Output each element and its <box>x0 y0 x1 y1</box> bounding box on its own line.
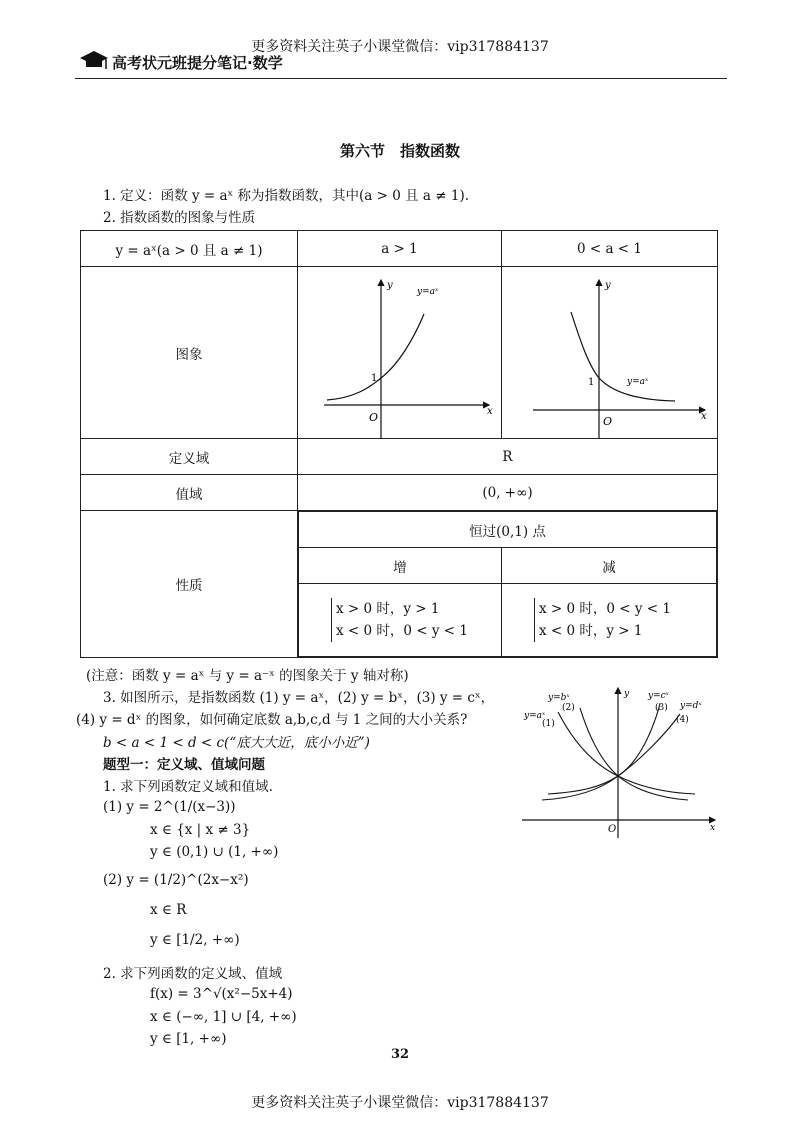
graph2-y-label: y <box>604 279 611 291</box>
ex2-range: y ∈ [1, +∞) <box>150 1031 227 1047</box>
increasing-properties <box>299 584 502 657</box>
label-3: (3) <box>655 703 668 713</box>
row-label-range: 值域 <box>81 475 298 511</box>
exercise1-title: 1. 求下列函数定义域和值域. <box>103 779 273 795</box>
domain-value: R <box>298 439 718 475</box>
ex1-part2-range: y ∈ [1/2, +∞) <box>150 932 240 948</box>
label-y-cx: y=cˣ <box>648 691 669 701</box>
curve-4 <box>542 714 680 800</box>
footer-note: 更多资料关注英子小课堂微信：vip317884137 <box>251 1095 549 1111</box>
graph-decreasing <box>502 267 718 439</box>
ex2-domain: x ∈ (−∞, 1] ∪ [4, +∞) <box>150 1009 297 1025</box>
range-value: (0, +∞) <box>298 475 718 511</box>
ex1-part1-range: y ∈ (0,1) ∪ (1, +∞) <box>150 844 279 860</box>
graph1-fn-label: y=aˣ <box>416 286 438 297</box>
curve-3 <box>548 704 660 794</box>
definition-text: 1. 定义：函数 y = aˣ 称为指数函数，其中(a > 0 且 a ≠ 1). <box>103 188 470 204</box>
graph2-one-label: 1 <box>587 376 594 388</box>
properties-table <box>80 230 718 658</box>
ex1-part2-function: (2) y = (1/2)^(2x−x²) <box>103 872 249 888</box>
label-y-ax: y=aˣ <box>524 711 546 721</box>
properties-cell <box>298 511 718 658</box>
type1-heading: 题型一：定义域、值域问题 <box>103 757 265 773</box>
row-label-domain: 定义域 <box>81 439 298 475</box>
dec-line-1: x > 0 时，0 < y < 1 <box>539 601 671 617</box>
graph1-x-label: x <box>486 405 493 417</box>
dec-line-2: x < 0 时，y > 1 <box>539 623 643 639</box>
graph1-y-label: y <box>386 279 393 291</box>
table-head-a-gt-1: a > 1 <box>298 231 502 267</box>
graduation-cap-icon <box>78 48 110 72</box>
graph2-origin-label: O <box>602 414 612 428</box>
table-head-function: y = aˣ(a > 0 且 a ≠ 1) <box>81 231 298 267</box>
ex1-part2-domain: x ∈ R <box>150 902 187 918</box>
figure-x-label: x <box>710 823 716 833</box>
row-label-graph: 图象 <box>81 267 298 439</box>
decreasing-properties <box>502 584 717 657</box>
graph2-x-label: x <box>700 410 707 422</box>
book-title: 高考状元班提分笔记·数学 <box>112 54 283 72</box>
graph-increasing <box>298 267 502 439</box>
symmetry-note: (注意：函数 y = aˣ 与 y = a⁻ˣ 的图象关于 y 轴对称) <box>86 668 409 684</box>
graph1-one-label: 1 <box>370 372 377 384</box>
section-title: 第六节 指数函数 <box>339 142 460 160</box>
figure-origin-label: O <box>608 824 617 835</box>
question3-line2: (4) y = dˣ 的图象，如何确定底数 a,b,c,d 与 1 之间的大小关系? <box>76 712 468 728</box>
header-rule <box>75 78 727 79</box>
ex2-function: f(x) = 3^√(x²−5x+4) <box>150 986 293 1002</box>
ex1-part1-function: (1) y = 2^(1/(x−3)) <box>103 799 236 815</box>
label-y-dx: y=dˣ <box>680 701 702 711</box>
inc-line-2: x < 0 时，0 < y < 1 <box>336 623 468 639</box>
fixed-point-text: 恒过(0,1) 点 <box>299 512 717 548</box>
label-2: (2) <box>562 703 575 713</box>
label-y-bx: y=bˣ <box>548 693 570 703</box>
page-number: 32 <box>390 1047 410 1062</box>
graph2-fn-label: y=aˣ <box>626 376 648 387</box>
exponential-curves-figure <box>520 680 725 840</box>
label-1: (1) <box>542 719 555 729</box>
inc-line-1: x > 0 时，y > 1 <box>336 601 440 617</box>
row-label-properties: 性质 <box>81 511 298 658</box>
header-note: 更多资料关注英子小课堂微信：vip317884137 <box>251 39 549 55</box>
table-head-a-lt-1: 0 < a < 1 <box>502 231 718 267</box>
label-4: (4) <box>676 715 689 725</box>
exercise2-title: 2. 求下列函数的定义域、值域 <box>103 966 283 982</box>
figure-y-label: y <box>624 689 630 699</box>
graph1-origin-label: O <box>368 410 378 424</box>
item2-text: 2. 指数函数的图象与性质 <box>103 210 256 226</box>
decreasing-label: 减 <box>502 548 717 584</box>
question3-answer: b < a < 1 < d < c(“底大大近，底小小近”) <box>103 735 370 751</box>
ex1-part1-domain: x ∈ {x | x ≠ 3} <box>150 822 251 838</box>
increasing-label: 增 <box>299 548 502 584</box>
question3-line1: 3. 如图所示，是指数函数 (1) y = aˣ，(2) y = bˣ，(3) y = cˣ， <box>103 690 495 706</box>
